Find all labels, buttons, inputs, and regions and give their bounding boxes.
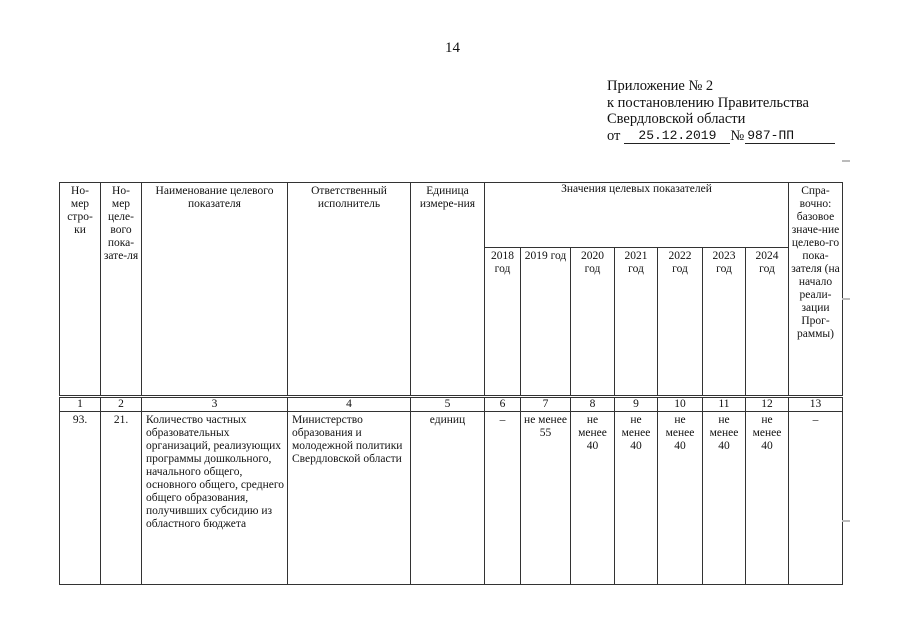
header-year-2023: 2023 год <box>703 248 746 397</box>
unit-of-measure: единиц <box>411 412 485 585</box>
column-number: 3 <box>142 397 288 412</box>
scan-artifact <box>842 298 850 300</box>
column-number-row <box>60 397 843 412</box>
header-values-group: Значения целевых показателей <box>485 183 789 248</box>
table-row <box>60 412 843 585</box>
column-number: 5 <box>411 397 485 412</box>
column-number: 13 <box>789 397 843 412</box>
column-number: 10 <box>658 397 703 412</box>
header-row-1 <box>60 183 843 248</box>
header-year-2020: 2020 год <box>571 248 615 397</box>
responsible-executor: Министерство образования и молодежной политики Свердловской области <box>288 412 411 585</box>
header-year-2024: 2024 год <box>746 248 789 397</box>
header-executor: Ответственный исполнитель <box>288 183 411 397</box>
header-year-2021: 2021 год <box>615 248 658 397</box>
value-2019: не менее 55 <box>521 412 571 585</box>
column-number: 2 <box>101 397 142 412</box>
header-year-2022: 2022 год <box>658 248 703 397</box>
column-number: 4 <box>288 397 411 412</box>
header-unit: Единица измере-ния <box>411 183 485 397</box>
header-year-2019: 2019 год <box>521 248 571 397</box>
baseline-value: – <box>789 412 843 585</box>
resolution-date: 25.12.2019 <box>624 129 730 144</box>
from-label: от <box>607 127 621 144</box>
value-2024: не менее 40 <box>746 412 789 585</box>
header-name: Наименование целевого показателя <box>142 183 288 397</box>
appendix-title: Приложение № 2 <box>607 78 714 94</box>
target-number: 21. <box>101 412 142 585</box>
indicator-name: Количество частных образовательных организаций, реализующих программы дошкольного, начального общего, основного общего, среднего общего образования, получивших субсидию из областного бюджета <box>142 412 288 585</box>
value-2023: не менее 40 <box>703 412 746 585</box>
value-2018: – <box>485 412 521 585</box>
column-number: 11 <box>703 397 746 412</box>
appendix-resolution: к постановлению Правительства <box>607 94 809 111</box>
column-number: 8 <box>571 397 615 412</box>
indicators-table <box>59 182 843 585</box>
appendix-region: Свердловской области <box>607 111 746 127</box>
scan-artifact <box>842 520 850 522</box>
header-baseline: Спра-вочно: базовое значе-ние целево-го пока-зателя (на начало реали-зации Прог-раммы) <box>789 183 843 397</box>
value-2022: не менее 40 <box>658 412 703 585</box>
header-row-no: Но-мер стро-ки <box>60 183 101 397</box>
column-number: 12 <box>746 397 789 412</box>
header-target-no: Но-мер целе-вого пока-зате-ля <box>101 183 142 397</box>
resolution-number: 987-ПП <box>745 129 835 144</box>
column-number: 7 <box>521 397 571 412</box>
value-2021: не менее 40 <box>615 412 658 585</box>
column-number: 1 <box>60 397 101 412</box>
value-2020: не менее 40 <box>571 412 615 585</box>
appendix-signature-line <box>607 128 835 145</box>
header-year-2018: 2018 год <box>485 248 521 397</box>
column-number: 6 <box>485 397 521 412</box>
scan-artifact <box>842 160 850 162</box>
row-number: 93. <box>60 412 101 585</box>
column-number: 9 <box>615 397 658 412</box>
appendix-block <box>607 78 835 144</box>
number-label: № <box>730 127 745 144</box>
page-number: 14 <box>445 40 460 56</box>
